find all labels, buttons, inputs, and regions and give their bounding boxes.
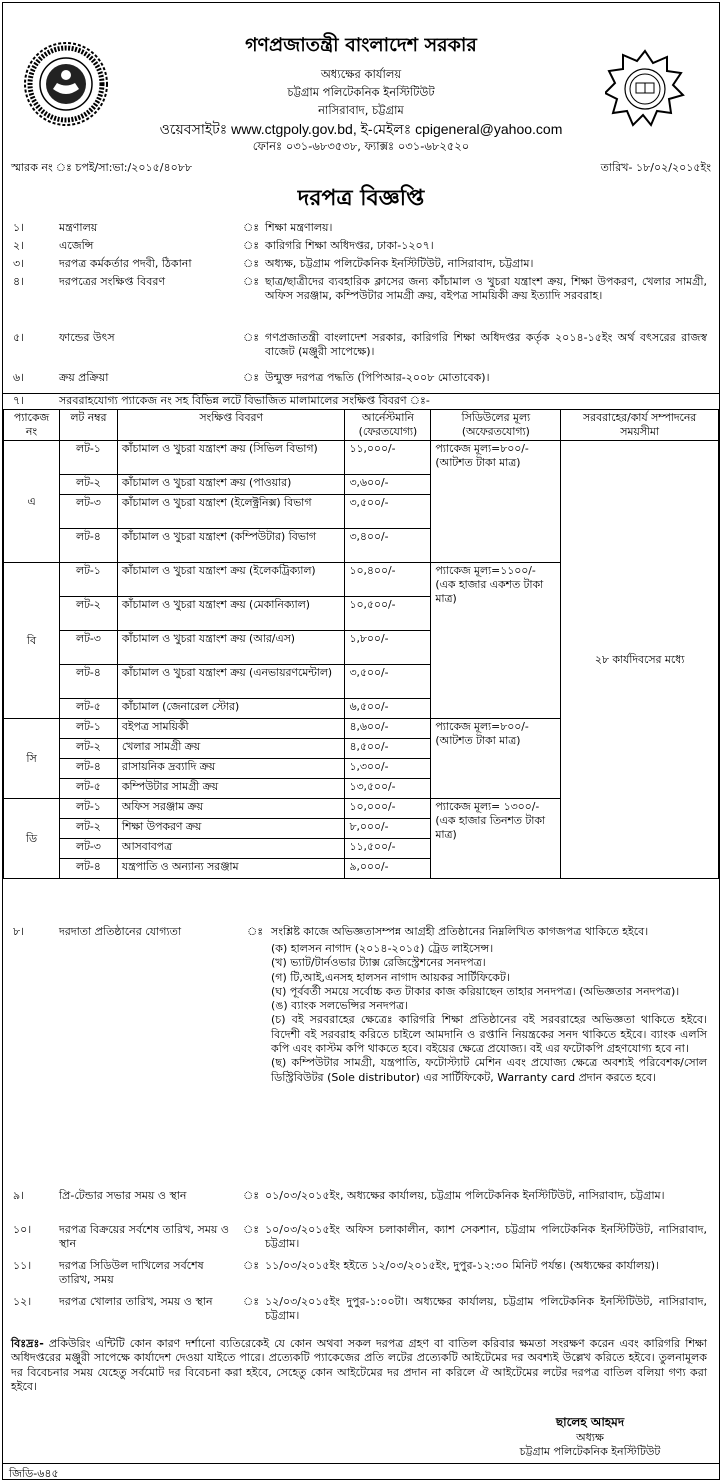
earnest-cell: ৯,০০০/- (345, 859, 431, 879)
earnest-cell: ৩,৪০০/- (345, 529, 431, 563)
desc-cell: খেলার সামগ্রী ক্রয় (117, 739, 345, 759)
lot-cell: লট-৩ (59, 495, 117, 529)
signatory-designation: অধ্যক্ষ (576, 1430, 604, 1444)
bottom-rows (3, 1189, 719, 1331)
earnest-cell: ৩,৫০০/- (345, 665, 431, 699)
lot-cell: লট-১ (59, 799, 117, 819)
earnest-cell: ১১,৫০০/- (345, 839, 431, 859)
lot-cell: লট-৩ (59, 839, 117, 859)
signature-block (485, 1415, 695, 1459)
lot-cell: লট-২ (59, 819, 117, 839)
lot-cell: লট-৪ (59, 859, 117, 879)
row-key: ফান্ডের উৎস (59, 331, 115, 344)
earnest-cell: ১০,৫০০/- (345, 597, 431, 631)
row-value: সরবরাহযোগ্য প্যাকেজ নং সহ বিভিন্ন লটে বিভাজিত মালামালের সংক্ষিপ্ত বিবরণ ঃ- (59, 394, 430, 407)
qualification-item: (চ) বই সরবরাহের ক্ষেত্রেঃ কারিগরি শিক্ষা প্রতিষ্ঠানের বই সরবরাহের অভিজ্ঞতা থাকিতে হইবে। বিদেশী বই সরবরাহ করিতে চাইলে আমদানি ও রপ্তানি নিয়ন্ত্রকের সনদ থাকিতে হইবে। ব্যাংক এলসি কপি এবং কাস্টম কপি থাকতে হবে। বইয়ের ক্ষেত্রে প্রযোজ্য। বই এর ফটোকপি গ্রহণযোগ্য হবে না। (271, 1013, 707, 1056)
row-key: দরপত্র সিডিউল দাখিলের সর্বশেষ তারিখ, সময় (59, 1259, 204, 1287)
info-rows (3, 221, 719, 389)
memo-date: তারিখ- ১৮/০২/২০১৫ইং (600, 161, 711, 174)
note-paragraph (11, 1337, 707, 1394)
row-colon: ঃ (243, 331, 260, 344)
info-row (3, 221, 719, 239)
gov-title: গণপ্রজাতন্ত্রী বাংলাদেশ সরকার (245, 34, 477, 56)
lots-body (4, 441, 719, 879)
gd-number: জিডি-৬৪৫ (9, 1467, 59, 1480)
desc-cell: কাঁচামাল (জেনারেল স্টোর) (117, 699, 345, 719)
lot-cell: লট-৪ (59, 529, 117, 563)
tender-notice-page (2, 2, 720, 1480)
package-cell: সি (4, 719, 60, 799)
package-cell: এ (4, 441, 60, 563)
col-package: প্যাকেজ নং (4, 410, 60, 441)
row-colon: ঃ (243, 1259, 260, 1272)
desc-cell: কাঁচামাল ও খুচরা যন্ত্রাংশ ক্রয় (আর/এস) (117, 631, 345, 665)
institute-name: চট্টগ্রাম পলিটেকনিক ইনস্টিটিউট (287, 85, 435, 99)
item-7 (3, 393, 719, 409)
desc-cell: কাঁচামাল ও খুচরা যন্ত্রাংশ ক্রয় (মেকানিক্যাল) (117, 597, 345, 631)
lot-cell: লট-২ (59, 739, 117, 759)
lot-cell: লট-১ (59, 441, 117, 475)
desc-cell: রাসায়নিক দ্রব্যাদি ক্রয় (117, 759, 345, 779)
note-text: প্রকিউরিং এন্টিটি কোন কারণ দর্শানো ব্যতিরেকেই যে কোন অথবা সকল দরপত্র গ্রহণ বা বাতিল করিবার ক্ষমতা সংরক্ষণ করেন এবং কারিগরি শিক্ষা অধিদপ্তরের মঞ্জুরী সাপেক্ষে কার্যাদেশ দেওয়া যাইতে পারে। প্রত্যেকটি প্যাকেজের প্রতি লটের প্রত্যেকটি আইটেমের দর অবশ্যই উল্লেখ করিতে হইবে। তুলনামূলক দর বিবেচনার সময় যেহেতু সর্বমোট দর বিবেচনা করা হইবে, সেহেতু কোন আইটেমের দর প্রদান না করিলে ঐ আইটেমের লটের দরপত্র বাতিল বলিয়া গণ্য করা হইবে। (11, 1337, 707, 1393)
row-number: ৫। (13, 331, 25, 344)
col-schedule: সিডিউলের মূল্য (অফেরতযোগ্য) (431, 410, 561, 441)
earnest-cell: ৩,৬০০/- (345, 475, 431, 495)
earnest-cell: ৬,৫০০/- (345, 699, 431, 719)
row-value: উন্মুক্ত দরপত্র পদ্ধতি (পিপিআর-২০০৮ মোতাবেক)। (265, 371, 490, 384)
schedule-price-cell: প্যাকেজ মূল্য=৮০০/- (আটশত টাকা মাত্র) (431, 719, 561, 799)
row-number: ৩। (13, 257, 25, 270)
row-colon: ঃ (243, 257, 260, 270)
row-colon: ঃ (243, 239, 260, 252)
package-cell: ডি (4, 799, 60, 879)
row-value: ১২/০৩/২০১৫ইং দুপুর-১:০০টা। অধ্যক্ষের কার্যালয়, চট্টগ্রাম পলিটেকনিক ইনস্টিটিউট, নাসিরাবাদ, চট্টগ্রাম। (265, 1295, 707, 1323)
desc-cell: কম্পিউটার সামগ্রী ক্রয় (117, 779, 345, 799)
lot-cell: লট-১ (59, 719, 117, 739)
row-colon: ঃ (243, 1295, 260, 1308)
signatory-name: ছালেহ আহমদ (555, 1415, 625, 1429)
desc-cell: শিক্ষা উপকরণ ক্রয় (117, 819, 345, 839)
desc-cell: কাঁচামাল ও খুচরা যন্ত্রাংশ ক্রয় (এনভায়রণমেন্টাল) (117, 665, 345, 699)
row-number: ২। (13, 239, 25, 252)
office-name: অধ্যক্ষের কার্যালয় (320, 67, 402, 81)
earnest-cell: ৪,৬০০/- (345, 719, 431, 739)
row-number: ১০। (13, 1223, 32, 1236)
row-number: ৮। (13, 925, 25, 938)
earnest-cell: ১৩,৫০০/- (345, 779, 431, 799)
row-value: ১১/০৩/২০১৫ইং হইতে ১২/০৩/২০১৫ইং, দুপুর-১২:৩০ মিনিট পর্যন্ত। (অধ্যক্ষের কার্যালয়)। (265, 1259, 659, 1272)
phone-fax-line: ফোনঃ ০৩১-৬৮৩৫৩৮, ফ্যাক্সঃ ০৩১-৬৮২৫২০ (252, 139, 470, 153)
row-number: ১। (13, 221, 25, 234)
row-key: দরদাতা প্রতিষ্ঠানের যোগ্যতা (59, 925, 182, 938)
info-row (3, 371, 719, 389)
earnest-cell: ১১,০০০/- (345, 441, 431, 475)
schedule-price-cell: প্যাকেজ মূল্য=৮০০/- (আটশত টাকা মাত্র) (431, 441, 561, 563)
row-number: ৬। (13, 371, 25, 384)
lot-cell: লট-৪ (59, 759, 117, 779)
earnest-cell: ১০,০০০/- (345, 799, 431, 819)
lot-cell: লট-৪ (59, 665, 117, 699)
item-8 (3, 925, 719, 1085)
table-row (4, 441, 719, 475)
row-colon: ঃ (243, 1223, 260, 1236)
package-cell: বি (4, 563, 60, 719)
row-value: কারিগরি শিক্ষা অধিদপ্তর, ঢাকা-১২০৭। (265, 239, 434, 252)
lot-cell: লট-৫ (59, 699, 117, 719)
row-number: ১২। (13, 1295, 32, 1308)
row-value: ০১/০৩/২০১৫ইং, অধ্যক্ষের কার্যালয়, চট্টগ্রাম পলিটেকনিক ইনস্টিটিউট, নাসিরাবাদ, চট্টগ্রাম। (265, 1189, 665, 1202)
row-number: ৭। (13, 394, 25, 407)
row-value: ছাত্র/ছাত্রীদের ব্যবহারিক ক্লাসের জন্য কাঁচামাল ও খুচরা যন্ত্রাংশ ক্রয়, শিক্ষা উপকরণ, খেলার সামগ্রী, অফিস সরঞ্জাম, কম্পিউটার সামগ্রী ক্রয়, বইপত্র সাময়িকী ক্রয় ইত্যাদি সরবরাহ। (265, 275, 707, 303)
info-row (3, 275, 719, 331)
sec8-head (3, 925, 719, 942)
row-number: ৪। (13, 275, 25, 288)
info-row (3, 1223, 719, 1259)
row-colon: ঃ (243, 1189, 260, 1202)
info-row (3, 257, 719, 275)
info-row (3, 1295, 719, 1331)
row-key: দরপত্রের সংক্ষিপ্ত বিবরণ (59, 275, 166, 288)
web-email-line: ওয়েবসাইটঃ www.ctgpoly.gov.bd, ই-মেইলঃ cpigeneral@yahoo.com (159, 121, 563, 137)
row-colon: ঃ (247, 925, 264, 938)
desc-cell: আসবাবপত্র (117, 839, 345, 859)
qualification-item: (ছ) কম্পিউটার সামগ্রী, যন্ত্রপাতি, ফটোস্ট্যাট মেশিন এবং প্রযোজ্য ক্ষেত্রে অবশ্যই পরিবেশক/সোল ডিস্ট্রিবিউটর (Sole distributor) এর সার্টিফিকেট, Warranty card প্রদান করতে হবে। (271, 1056, 707, 1084)
institute-address: নাসিরাবাদ, চট্টগ্রাম (318, 103, 404, 117)
qualification-item: (গ) টি,আই,এনসহ হালসন নাগাদ আয়কর সার্টিফিকেট। (271, 970, 510, 984)
info-row (3, 1259, 719, 1295)
desc-cell: কাঁচামাল ও খুচরা যন্ত্রাংশ ক্রয় (ইলেকট্রিক্যাল) (117, 563, 345, 597)
row-number: ৯। (13, 1189, 25, 1202)
info-row (3, 239, 719, 257)
col-desc: সংক্ষিপ্ত বিবরণ (117, 410, 345, 441)
desc-cell: বইপত্র সাময়িকী (117, 719, 345, 739)
desc-cell: যন্ত্রপাতি ও অন্যান্য সরঞ্জাম (117, 859, 345, 879)
lot-cell: লট-৫ (59, 779, 117, 799)
note-label: বিঃদ্রঃ- (11, 1337, 44, 1350)
schedule-price-cell: প্যাকেজ মূল্য=১১০০/- (এক হাজার একশত টাকা মাত্র) (431, 563, 561, 719)
schedule-price-cell: প্যাকেজ মূল্য= ১৩০০/- (এক হাজার তিনশত টাকা মাত্র) (431, 799, 561, 879)
lot-cell: লট-১ (59, 563, 117, 597)
row-colon: ঃ (243, 221, 260, 234)
table-header-row (4, 410, 719, 441)
signatory-institute: চট্টগ্রাম পলিটেকনিক ইনস্টিটিউট (519, 1444, 661, 1458)
qualification-item: (ঙ) ব্যাংক সলভেন্সির সনদপত্র। (271, 999, 409, 1013)
row-key: দরপত্র খোলার তারিখ, সময় ও স্থান (59, 1295, 213, 1308)
desc-cell: কাঁচামাল ও খুচরা যন্ত্রাংশ (ইলেক্ট্রনিক্স) বিভাগ (117, 495, 345, 529)
desc-cell: অফিস সরঞ্জাম ক্রয় (117, 799, 345, 819)
divider (3, 1463, 719, 1464)
row-value: সংশ্লিষ্ট কাজে অভিজ্ঞতাসম্পন্ন আগ্রহী প্রতিষ্ঠানের নিম্নলিখিত কাগজপত্র থাকিতে হইবে। (271, 925, 649, 938)
row-key: প্রি-টেন্ডার সভার সময় ও স্থান (59, 1189, 187, 1202)
earnest-cell: ৩,৫০০/- (345, 495, 431, 529)
memo-number: স্মারক নং ঃ চপই/সা:ভা:/২০১৫/৪০৮৮ (11, 161, 193, 174)
page-title: দরপত্র বিজ্ঞপ্তি (297, 186, 425, 211)
info-row (3, 331, 719, 371)
earnest-cell: ১,৩০০/- (345, 759, 431, 779)
earnest-cell: ১০,৪০০/- (345, 563, 431, 597)
qualification-item: (ঘ) পূর্ববর্তী সময়ে সর্বোচ্চ কত টাকার কাজ করিয়াছেন তাহার সনদপত্র। (অভিজ্ঞতার সনদপত্র)। (271, 984, 680, 998)
memo-line (11, 161, 711, 179)
desc-cell: কাঁচামাল ও খুচরা যন্ত্রাংশ (কম্পিউটার) বিভাগ (117, 529, 345, 563)
desc-cell: কাঁচামাল ও খুচরা যন্ত্রাংশ ক্রয় (পাওয়ার) (117, 475, 345, 495)
row-colon: ঃ (243, 275, 260, 288)
row-value: ১০/০৩/২০১৫ইং অফিস চলাকালীন, ক্যাশ সেকশান, চট্টগ্রাম পলিটেকনিক ইনস্টিটিউট, নাসিরাবাদ, চট্টগ্রাম। (265, 1223, 707, 1251)
lot-cell: লট-৩ (59, 631, 117, 665)
col-supply: সরবরাহের/কার্য সম্পাদনের সময়সীমা (561, 410, 719, 441)
row-key: দরপত্র বিক্রয়ের সর্বশেষ তারিখ, সময় ও স্থান (59, 1223, 229, 1251)
row-key: মন্ত্রণালয় (59, 221, 98, 234)
info-row (3, 1189, 719, 1223)
supply-time-cell: ২৮ কার্যদিবসের মধ্যে (561, 441, 719, 879)
qualification-item: (খ) ভ্যাট/টার্নওভার ট্যাক্স রেজিস্ট্রেশনের সনদপত্র। (271, 956, 486, 970)
earnest-cell: ৪,৫০০/- (345, 739, 431, 759)
lots-table (3, 409, 719, 879)
earnest-cell: ১,৮০০/- (345, 631, 431, 665)
col-lot: লট নম্বর (59, 410, 117, 441)
row-value: শিক্ষা মন্ত্রণালয়। (265, 221, 333, 234)
desc-cell: কাঁচামাল ও খুচরা যন্ত্রাংশ ক্রয় (সিভিল বিভাগ) (117, 441, 345, 475)
row-colon: ঃ (243, 371, 260, 384)
row-value: অধ্যক্ষ, চট্টগ্রাম পলিটেকনিক ইনস্টিটিউট, নাসিরাবাদ, চট্টগ্রাম। (265, 257, 534, 270)
row-value: গণপ্রজাতন্ত্রী বাংলাদেশ সরকার, কারিগরি শিক্ষা অধিদপ্তর কর্তৃক ২০১৪-১৫ইং অর্থ বৎসরের রাজস্ব বাজেট (মঞ্জুরী সাপেক্ষে)। (265, 331, 707, 359)
col-earnest: আর্নেস্টমানি (ফেরতযোগ্য) (345, 410, 431, 441)
row-number: ১১। (13, 1259, 32, 1272)
earnest-cell: ৮,০০০/- (345, 819, 431, 839)
lot-cell: লট-২ (59, 475, 117, 495)
lot-cell: লট-২ (59, 597, 117, 631)
qualification-item: (ক) হালসন নাগাদ (২০১৪-২০১৫) ট্রেড লাইসেন্স। (271, 942, 494, 955)
row-key: এজেন্সি (59, 239, 94, 252)
row-key: দরপত্র কর্মকর্তার পদবী, ঠিকানা (59, 257, 192, 270)
row-key: ক্রয় প্রক্রিয়া (59, 371, 109, 384)
header (3, 3, 719, 155)
